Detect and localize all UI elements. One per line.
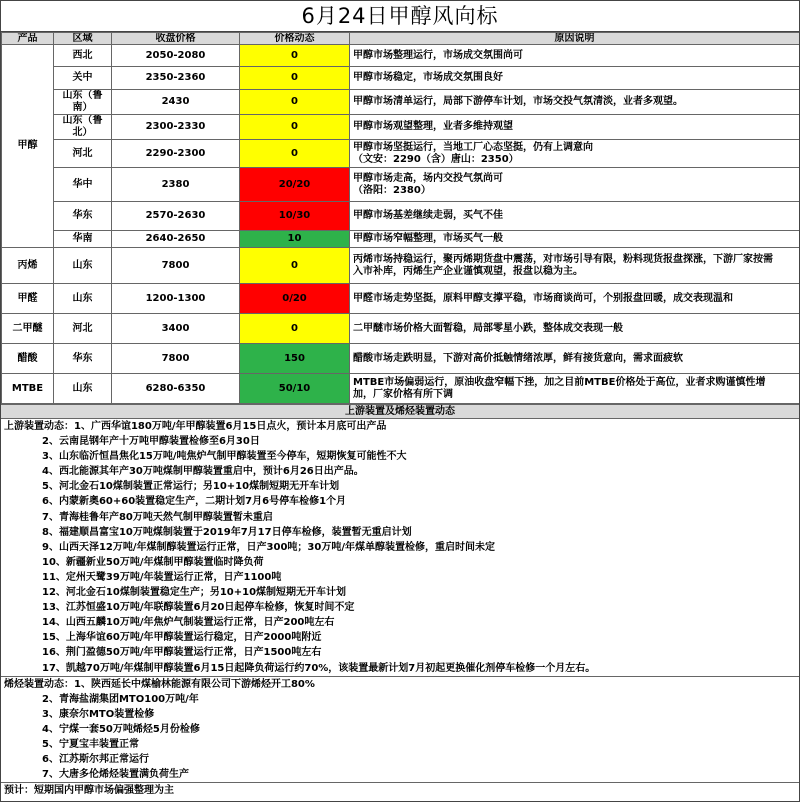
- price-change-cell: 0: [240, 314, 350, 344]
- price-change-cell: 0: [240, 90, 350, 115]
- header-product: 产品: [2, 33, 54, 45]
- price-change-cell: 0/20: [240, 284, 350, 314]
- region-cell: 山东: [54, 284, 112, 314]
- upstream-item-text: 13、江苏恒盛10万吨/年联醇装置6月20日起停车检修，恢复时间不定: [42, 602, 355, 614]
- olefin-item-text: 7、大唐多伦烯烃装置满负荷生产: [42, 769, 189, 781]
- reason-cell: [350, 314, 800, 344]
- reason-cell: [350, 168, 800, 202]
- forecast-line: [1, 782, 799, 799]
- olefin-item: [4, 752, 799, 767]
- upstream-item: [4, 510, 799, 525]
- product-cell: MTBE: [2, 374, 54, 404]
- upstream-item: [4, 434, 799, 449]
- upstream-item-text: 4、西北能源其年产30万吨煤制甲醇装置重启中，预计6月26日出产品。: [42, 466, 364, 478]
- price-change-cell: 150: [240, 344, 350, 374]
- price-cell: 2380: [112, 168, 240, 202]
- price-change-cell: 0: [240, 115, 350, 140]
- upstream-item-text: 14、山西五麟10万吨/年焦炉气制装置运行正常，日产200吨左右: [42, 617, 335, 629]
- olefin-item-text: 1、陕西延长中煤榆林能源有限公司下游烯烃开工80%: [74, 678, 315, 690]
- header-region: 区域: [54, 33, 112, 45]
- upstream-item-text: 6、内蒙新奥60+60装置稳定生产，二期计划7月6号停车检修1个月: [42, 496, 347, 508]
- price-table: [1, 32, 800, 404]
- upstream-item-text: 2、云南昆钢年产十万吨甲醇装置检修至6月30日: [42, 436, 260, 448]
- price-cell: 2290-2300: [112, 140, 240, 168]
- region-cell: 山东（鲁北）: [54, 115, 112, 140]
- price-change-cell: 20/20: [240, 168, 350, 202]
- reason-line: 甲醇市场清单运行，局部下游停车计划，市场交投气氛清淡，业者多观望。: [353, 96, 683, 107]
- report-title: 6月24日甲醇风向标: [1, 1, 799, 32]
- price-change-cell: 50/10: [240, 374, 350, 404]
- region-cell: 华东: [54, 202, 112, 231]
- price-cell: 1200-1300: [112, 284, 240, 314]
- upstream-item: [4, 630, 799, 645]
- price-cell: 6280-6350: [112, 374, 240, 404]
- olefin-facility-list: [1, 676, 799, 783]
- region-cell: 山东: [54, 374, 112, 404]
- region-cell: 山东（鲁南）: [54, 90, 112, 115]
- upstream-item: [4, 645, 799, 660]
- reason-line: 甲醛市场走势坚挺，原料甲醇支撑平稳，市场商谈尚可，个别报盘回暖，成交表现温和: [353, 292, 733, 304]
- upstream-item: [4, 449, 799, 464]
- region-cell: 华东: [54, 344, 112, 374]
- reason-line: MTBE市场偏弱运行，原油收盘窄幅下挫，加之目前MTBE价格处于高位，业者求购谨慎性增: [353, 376, 766, 388]
- table-row: [2, 231, 800, 248]
- upstream-item: [4, 479, 799, 494]
- reason-line: 加，厂家价格有所下调: [353, 388, 453, 400]
- olefin-item-text: 4、宁煤一套50万吨烯烃5月份检修: [42, 723, 200, 735]
- upstream-facility-list: [1, 419, 799, 676]
- olefin-item: [4, 767, 799, 782]
- table-row: [2, 374, 800, 404]
- upstream-item: [4, 555, 799, 570]
- forecast-label: 预计：: [4, 785, 34, 797]
- price-cell: 2570-2630: [112, 202, 240, 231]
- price-change-cell: 10/30: [240, 202, 350, 231]
- header-close-price: 收盘价格: [112, 33, 240, 45]
- upstream-item: [4, 585, 799, 600]
- upstream-item-text: 15、上海华谊60万吨/年甲醇装置运行稳定，日产2000吨附近: [42, 632, 322, 644]
- reason-line: 甲醇市场基差继续走弱，买气不佳: [353, 210, 503, 221]
- upstream-item-text: 1、广西华谊180万吨/年甲醇装置6月15日点火，预计本月底可出产品: [74, 421, 387, 432]
- table-row: [2, 344, 800, 374]
- price-cell: 2050-2080: [112, 45, 240, 67]
- olefin-item: [4, 692, 799, 707]
- region-cell: 西北: [54, 45, 112, 67]
- table-row: [2, 168, 800, 202]
- table-row: [2, 67, 800, 90]
- product-cell: 二甲醚: [2, 314, 54, 344]
- price-change-cell: 0: [240, 67, 350, 90]
- price-cell: 2350-2360: [112, 67, 240, 90]
- upstream-item-text: 17、凯越70万吨/年煤制甲醇装置6月15日起降负荷运行约70%，该装置最新计划7月初起更换催化剂停车检修一个月左右。: [42, 662, 596, 674]
- reason-cell: [350, 90, 800, 115]
- upstream-item: [4, 540, 799, 555]
- facility-section-title: 上游装置及烯烃装置动态: [1, 404, 799, 419]
- reason-cell: [350, 202, 800, 231]
- price-cell: 7800: [112, 248, 240, 284]
- region-cell: 华南: [54, 231, 112, 248]
- upstream-item-text: 10、新疆新业50万吨/年煤制甲醇装置临时降负荷: [42, 556, 264, 568]
- table-row: [2, 140, 800, 168]
- reason-line: 二甲醚市场价格大面暂稳，局部零星小跌，整体成交表现一般: [353, 322, 623, 334]
- upstream-item: [4, 600, 799, 615]
- olefin-item-text: 3、康奈尔MTO装置检修: [42, 708, 155, 720]
- upstream-item-text: 9、山西天泽12万吨/年煤制醇装置运行正常，日产300吨；30万吨/年煤单醇装置检修，重启时间未定: [42, 541, 495, 553]
- forecast-text: 短期国内甲醇市场偏强整理为主: [34, 785, 174, 797]
- price-cell: 2430: [112, 90, 240, 115]
- reason-line: 甲醇市场整理运行，市场成交氛围尚可: [353, 49, 523, 61]
- price-change-cell: 0: [240, 248, 350, 284]
- reason-line: 醋酸市场走跌明显，下游对高价抵触情绪浓厚，鲜有接货意向，需求面疲软: [353, 352, 683, 364]
- reason-line: 甲醇市场稳定，市场成交氛围良好: [353, 72, 503, 83]
- reason-cell: [350, 344, 800, 374]
- price-change-cell: 0: [240, 140, 350, 168]
- table-row: [2, 284, 800, 314]
- reason-cell: [350, 45, 800, 67]
- upstream-item: [4, 419, 799, 434]
- olefin-label: 烯烃装置动态：: [4, 678, 74, 690]
- reason-cell: [350, 140, 800, 168]
- reason-cell: [350, 374, 800, 404]
- upstream-label: 上游装置动态：: [4, 421, 74, 432]
- reason-line: 甲醇市场走高，场内交投气氛尚可: [353, 172, 503, 184]
- olefin-item: [4, 737, 799, 752]
- reason-line: （洛阳：2380）: [353, 184, 431, 196]
- table-row: [2, 90, 800, 115]
- price-change-cell: 10: [240, 231, 350, 248]
- table-row: [2, 45, 800, 67]
- reason-line: 丙烯市场持稳运行，聚丙烯期货盘中震荡，对市场引导有限，粉料现货报盘探涨，下游厂家按需: [353, 253, 773, 265]
- header-reason: 原因说明: [350, 33, 800, 45]
- upstream-item: [4, 464, 799, 479]
- price-cell: 3400: [112, 314, 240, 344]
- product-cell: 醋酸: [2, 344, 54, 374]
- upstream-item: [4, 494, 799, 509]
- region-cell: 关中: [54, 67, 112, 90]
- olefin-item: [4, 722, 799, 737]
- table-header-row: [2, 33, 800, 45]
- product-cell: 甲醛: [2, 284, 54, 314]
- olefin-item-text: 5、宁夏宝丰装置正常: [42, 738, 139, 750]
- product-cell: 甲醇: [2, 45, 54, 248]
- table-row: [2, 115, 800, 140]
- region-cell: 河北: [54, 140, 112, 168]
- reason-cell: [350, 115, 800, 140]
- reason-cell: [350, 284, 800, 314]
- olefin-item-text: 6、江苏斯尔邦正常运行: [42, 754, 149, 766]
- reason-cell: [350, 231, 800, 248]
- table-row: [2, 314, 800, 344]
- upstream-item-text: 16、荆门盈德50万吨/年甲醇装置运行正常，日产1500吨左右: [42, 647, 322, 659]
- table-row: [2, 248, 800, 284]
- reason-line: 甲醇市场窄幅整理，市场买气一般: [353, 233, 503, 244]
- reason-cell: [350, 67, 800, 90]
- region-cell: 华中: [54, 168, 112, 202]
- reason-line: 甲醇市场坚挺运行，当地工厂心态坚挺，仍有上调意向: [353, 141, 593, 153]
- region-cell: 河北: [54, 314, 112, 344]
- reason-line: （文安：2290（含）唐山：2350）: [353, 153, 519, 165]
- reason-line: 甲醇市场观望整理，业者多维持观望: [353, 121, 513, 132]
- olefin-item: [4, 707, 799, 722]
- upstream-item-text: 3、山东临沂恒昌焦化15万吨/吨焦炉气制甲醇装置至今停车，短期恢复可能性不大: [42, 451, 407, 463]
- olefin-item: [4, 677, 799, 692]
- price-cell: 2300-2330: [112, 115, 240, 140]
- upstream-item: [4, 661, 799, 676]
- reason-cell: [350, 248, 800, 284]
- upstream-item-text: 5、河北金石10煤制装置正常运行；另10+10煤制短期无开车计划: [42, 481, 340, 493]
- upstream-item-text: 8、福建顺昌富宝10万吨煤制装置于2019年7月17日停车检修，装置暂无重启计划: [42, 526, 412, 538]
- reason-line: 入市补库，丙烯生产企业谨慎观望，报盘以稳为主。: [353, 265, 583, 277]
- product-cell: 丙烯: [2, 248, 54, 284]
- upstream-item: [4, 570, 799, 585]
- price-cell: 2640-2650: [112, 231, 240, 248]
- upstream-item: [4, 525, 799, 540]
- price-change-cell: 0: [240, 45, 350, 67]
- table-row: [2, 202, 800, 231]
- upstream-item-text: 12、河北金石10煤制装置稳定生产；另10+10煤制短期无开车计划: [42, 587, 347, 599]
- upstream-item: [4, 615, 799, 630]
- price-cell: 7800: [112, 344, 240, 374]
- upstream-item-text: 7、青海桂鲁年产80万吨天然气制甲醇装置暂未重启: [42, 511, 273, 523]
- price-table-body: [2, 33, 800, 404]
- upstream-item-text: 11、定州天鹭39万吨/年装置运行正常，日产1100吨: [42, 571, 282, 583]
- olefin-item-text: 2、青海盐湖集团MTO100万吨/年: [42, 693, 199, 705]
- region-cell: 山东: [54, 248, 112, 284]
- header-price-change: 价格动态: [240, 33, 350, 45]
